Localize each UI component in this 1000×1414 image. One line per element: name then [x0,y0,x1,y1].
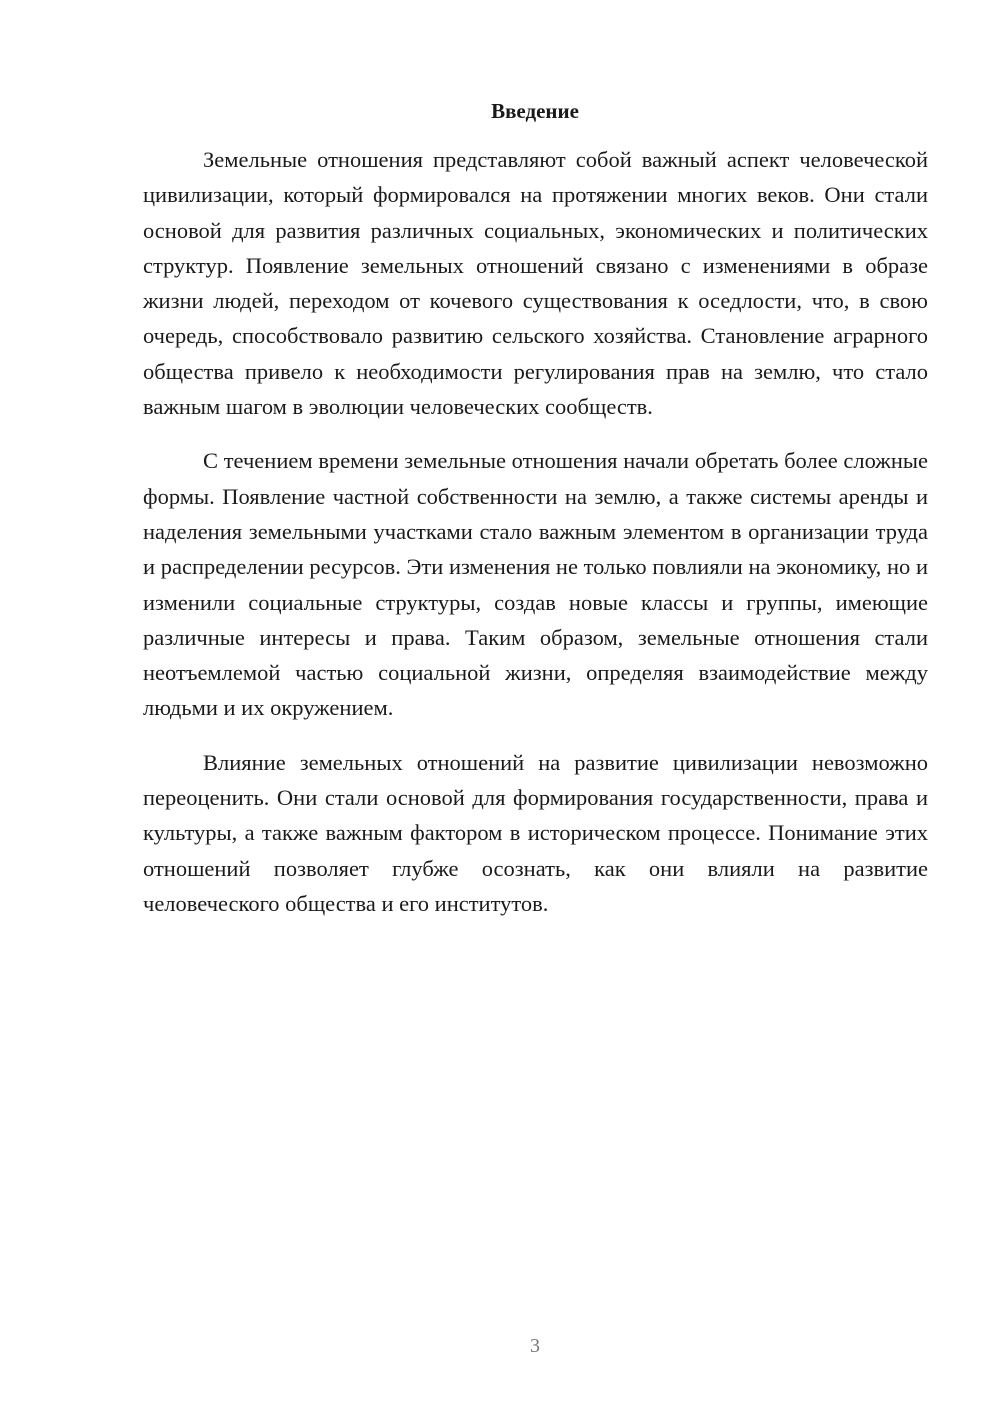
paragraph-3: Влияние земельных отношений на развитие цивилизации невозможно переоценить. Они стали основой для формирования государственности, права и культуры, а также важным фактором в историческом процессе. Понимание этих отношений позволяет глубже осознать, как они влияли на развитие человеческого общества и его институтов. [143,749,928,916]
paragraph-1: Земельные отношения представляют собой важный аспект человеческой цивилизации, который формировался на протяжении многих веков. Они стали основой для развития различных социальных, экономических и политических структур. Появление земельных отношений связано с изменениями в образе жизни людей, переходом от кочевого существования к оседлости, что, в свою очередь, способствовало развитию сельского хозяйства. Становление аграрного общества привело к необходимости регулирования прав на землю, что стало важным шагом в эволюции человеческих сообществ. [143,147,928,420]
body-text [143,142,928,940]
paragraph-2: С течением времени земельные отношения начали обретать более сложные формы. Появление частной собственности на землю, а также системы аренды и наделения земельными участками стало важным элементом в организации труда и распределении ресурсов. Эти изменения не только повлияли на экономику, но и изменили социальные структуры, создав новые классы и группы, имеющие различные интересы и права. Таким образом, земельные отношения стали неотъемлемой частью социальной жизни, определяя взаимодействие между людьми и их окружением. [143,448,928,721]
section-heading: Введение [491,99,579,123]
page-number: 3 [530,1335,540,1357]
